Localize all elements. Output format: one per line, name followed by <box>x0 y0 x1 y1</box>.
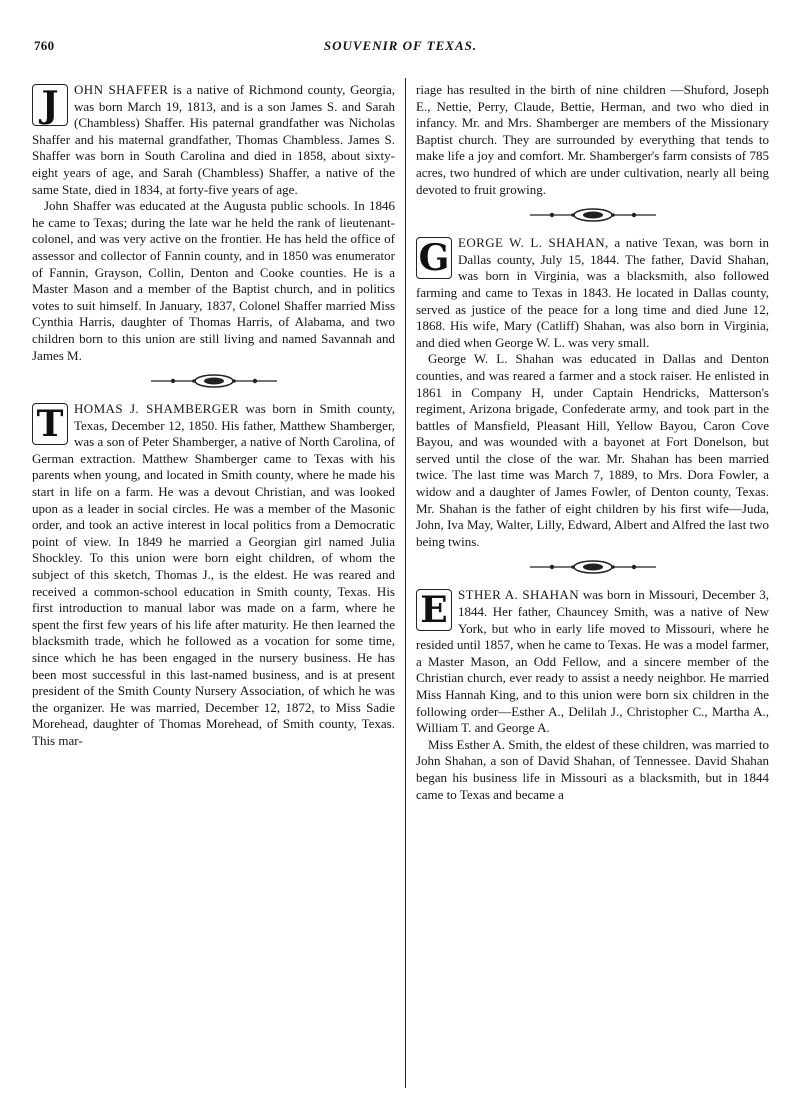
entry-george-shahan <box>416 235 769 550</box>
entry-text: was born in Missouri, December 3, 1844. Her father, Chauncey Smith, was a native of New York, but who in early life moved to Missouri, where he resided until 1857, when he came to Texas. He was a model farmer, a Master Mason, an Odd Fellow, and a sincere member of the Christian church, ever ready to assist a needy neighbor. He married Miss Hannah King, and to this union were born six children in the following order—Esther A., Delilah J., Christopher C., Martha A., William T. and George A. <box>416 587 769 736</box>
drop-cap-initial: G <box>416 237 452 279</box>
drop-cap-initial: E <box>416 589 452 631</box>
section-ornament <box>32 373 395 391</box>
entry-text: a native Texan, was born in Dallas county, July 15, 1844. The father, David Shahan, was born in Virginia, was a blacksmith, also followed farming and came to Texas in 1843. He located in Dallas county, served as justice of the peace for a long time and died June 12, 1868. His wife, Mary (Catliff) Shahan, was also born in Virginia, and died when George W. L. was very small. <box>416 235 770 350</box>
page-number: 760 <box>34 38 55 53</box>
entry-esther-shahan <box>416 587 769 803</box>
entry-name: STHER A. SHAHAN <box>458 587 579 603</box>
ornament-divider-icon <box>149 373 279 389</box>
entry-paragraph: riage has resulted in the birth of nine children —Shuford, Joseph E., Nettie, Perry, Claude, Bettie, Herman, and two who died in infancy. Mr. and Mrs. Shamberger are members of the Missionary Baptist church. They are surrounded by everything that tends to make life a joy and comfort. Mr. Shamberger's farm consists of 785 acres, two hundred of which are under cultivation, nearly all being devoted to fruit growing. <box>416 82 769 197</box>
entry-paragraph <box>32 401 395 749</box>
column-divider <box>405 78 406 1088</box>
drop-cap-initial: J <box>32 84 68 126</box>
entry-paragraph: Miss Esther A. Smith, the eldest of these children, was married to John Shahan, a son of David Shahan, of Tennessee. David Shahan began his business life in Missouri as a blacksmith, but in 1844 came to Texas and became a <box>416 736 769 802</box>
entry-john-shaffer <box>32 82 395 364</box>
entry-paragraph: John Shaffer was educated at the Augusta public schools. In 1846 he came to Texas; during the late war he held the rank of lieutenant-colonel, and was very active on the frontier. He has held the office of assessor and collector of Fannin county, and in 1850 was enumerator of Fannin, Grayson, Collin, Denton and Cooke counties. He is a Master Mason and a member of the Baptist church, and in politics votes to suit himself. In January, 1837, Colonel Shaffer married Miss Cynthia Harris, daughter of Thomas Harris, of Alabama, and two children born to this union are still living and named Savannah and James M. <box>32 198 395 363</box>
entry-text: is a native of Richmond county, Georgia, was born March 19, 1813, and is a son James S. and Sarah (Chambless) Shaffer. His paternal grandfather was Nicholas Shaffer and his maternal grandfather, Thomas Chambless. James S. Shaffer was born in South Carolina and died in 1858, about sixty-eight years of age, and Sarah (Chambless) Shaffer, a native of the same State, died in 1834, at forty-five years of age. <box>32 82 395 197</box>
section-ornament <box>416 207 769 225</box>
entry-thomas-shamberger <box>32 401 395 749</box>
entry-text: was born in Smith county, Texas, December 12, 1850. His father, Matthew Shamberger, was a son of Peter Shamberger, a native of North Carolina, of German extraction. Matthew Shamberger came to Texas with his parents when young, and located in Smith county, where he made his start in life on a farm. He was a devout Christian, and was looked upon as a leader in social circles. He was a member of the Masonic order, and took an active interest in local politics from a Democratic point of view. In 1849 he married a Georgian girl named Julia Shockley. To this union were born eight children, of whom the subject of this sketch, Thomas J., is the eldest. He was reared and received a common-school education in Smith county, Texas. His first introduction to manual labor was made on a farm, where he spent the first few years of his life after maturity. He then learned the blacksmith trade, which he followed as a vocation for some time, since which he has been engaged in the nursery business. He has been most successful in this last-named business, and is at present president of the Smith County Nursery Association, of which he was the organizer. He was married, December 12, 1872, to Miss Sadie Morehead, daughter of Thomas Morehead, of Smith county, Texas. This mar- <box>32 401 395 748</box>
entry-thomas-shamberger-continued <box>416 82 769 198</box>
entry-name: HOMAS J. SHAMBERGER <box>74 401 239 417</box>
running-title: SOUVENIR OF TEXAS. <box>323 38 478 53</box>
entry-name: OHN SHAFFER <box>74 82 169 97</box>
ornament-divider-icon <box>528 207 658 223</box>
entry-paragraph <box>416 587 769 736</box>
entry-name: EORGE W. L. SHAHAN, <box>458 235 609 251</box>
left-column <box>32 82 395 750</box>
entry-paragraph: George W. L. Shahan was educated in Dallas and Denton counties, and was reared a farmer and a stock raiser. He enlisted in 1861 in Company H, under Captain Hendricks, Matterson's regiment, Arizona brigade, Confederate army, and took part in the battles of Mansfield, Pleasant Hill, Yellow Bayou, Caron Cove Bayou, and was wounded with a bayonet at Fort Donelson, but served until the close of the war. Mr. Shahan has been married twice. The last time was March 7, 1889, to Mrs. Dora Fowler, a widow and a daughter of James Fowler, of Denton county, Texas. Mr. Shahan is the father of eight children by his first wife—Juda, John, Iva May, Walter, Lilly, Edward, Albert and Alfred the last two being twins. <box>416 351 769 549</box>
entry-paragraph <box>416 235 769 351</box>
drop-cap-initial: T <box>32 403 68 445</box>
right-column <box>416 82 769 803</box>
ornament-divider-icon <box>528 559 658 575</box>
section-ornament <box>416 559 769 577</box>
entry-paragraph <box>32 82 395 198</box>
